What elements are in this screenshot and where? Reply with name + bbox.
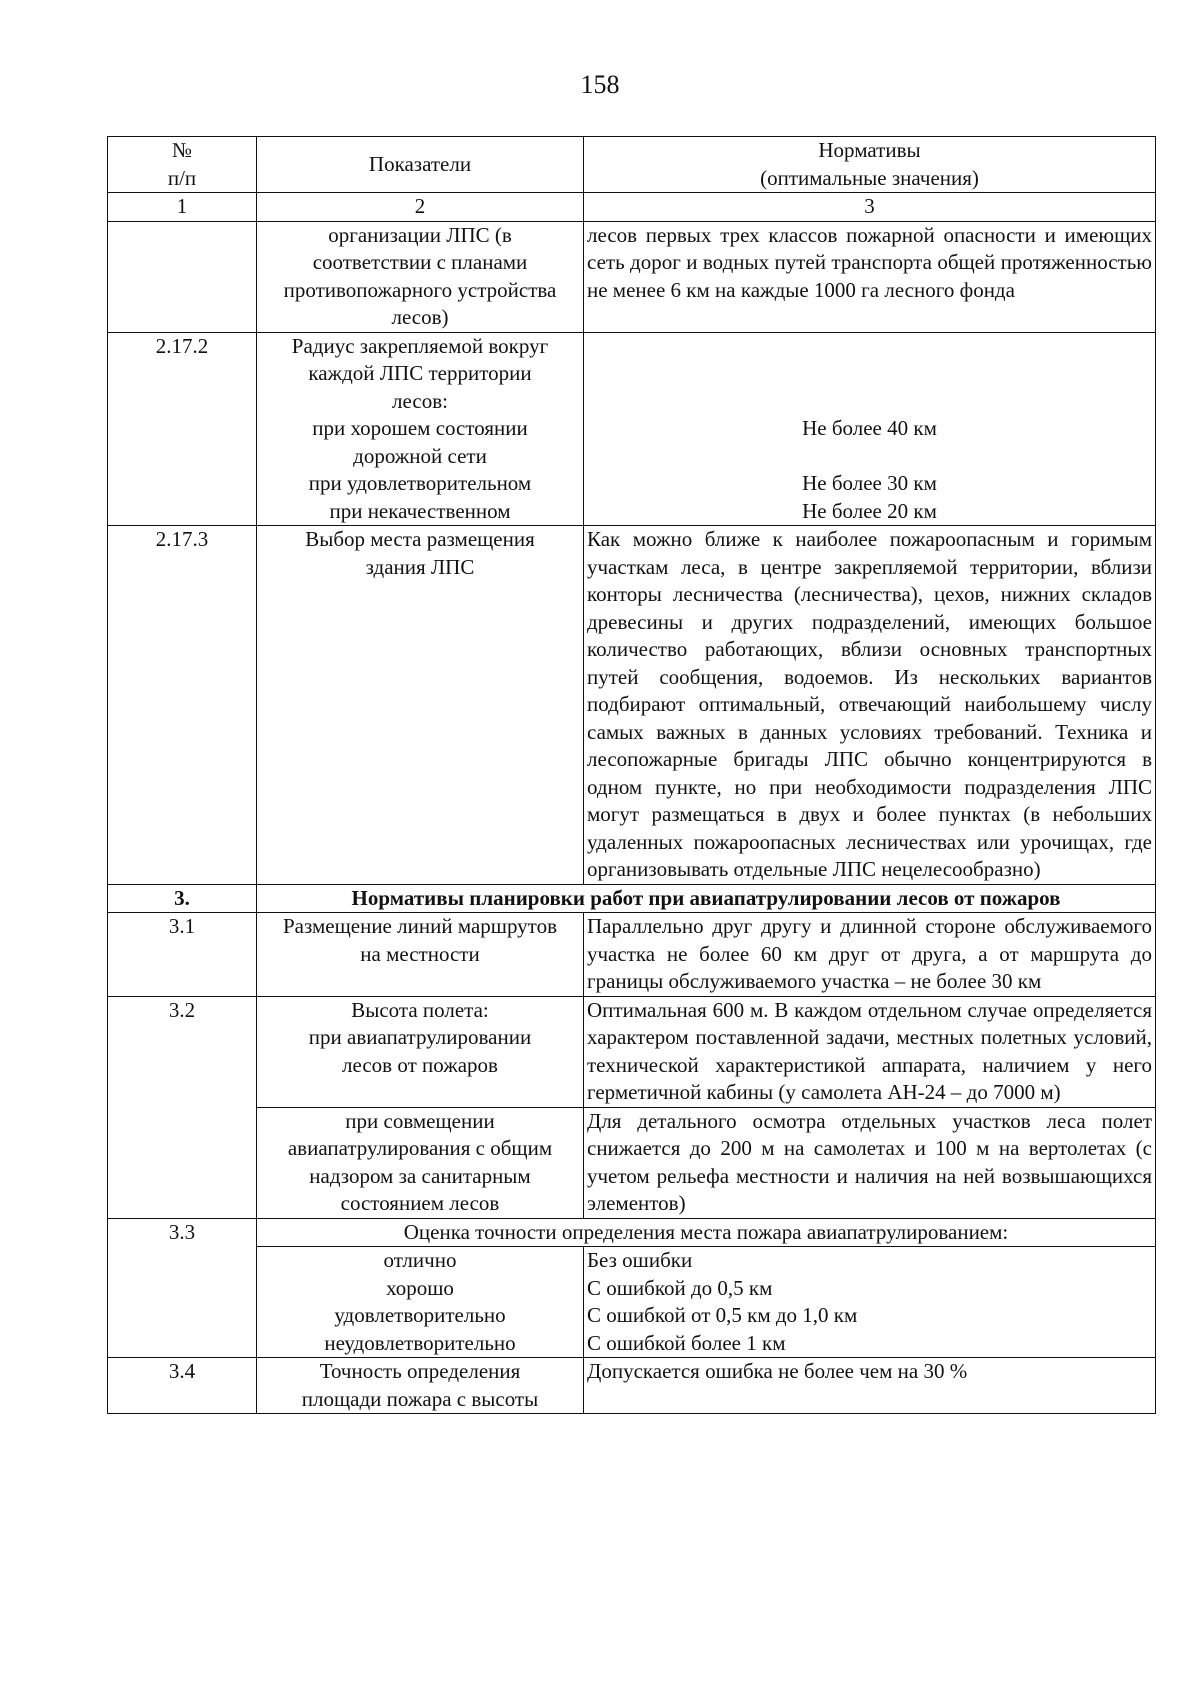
section-num: 3. — [108, 884, 257, 913]
header-num-3: 3 — [584, 193, 1156, 222]
row-num: 2.17.2 — [108, 332, 257, 526]
table-row — [108, 1247, 1156, 1358]
table-row — [108, 221, 1156, 332]
row-num: 3.4 — [108, 1358, 257, 1414]
row-num: 3.1 — [108, 913, 257, 997]
row-norm: лесов первых трех классов пожарной опасности и имеющих сеть дорог и водных путей транспорта общей протяженностью не менее 6 км на каждые 1000 га лесного фонда — [584, 221, 1156, 332]
header-num: № п/п — [108, 137, 257, 193]
header-num-2: 2 — [257, 193, 584, 222]
subsection-row — [108, 1218, 1156, 1247]
section-title: Нормативы планировки работ при авиапатрулировании лесов от пожаров — [257, 884, 1156, 913]
header-num-1: 1 — [108, 193, 257, 222]
row-norm: Для детального осмотра отдельных участков леса полет снижается до 200 м на самолетах и 100 м на вертолетах (с учетом рельефа местности и наличия на ней возвышающихся элементов) — [584, 1107, 1156, 1218]
table-row — [108, 1107, 1156, 1218]
row-norm: Как можно ближе к наиболее пожароопасным и горимым участкам леса, в центре закрепляемой территории, вблизи конторы лесничества (лесничества), цехов, нижних складов древесины и других подразделений, имеющих большое количество работающих, вблизи основных транспортных путей сообщения, водоемов. Из нескольких вариантов подбирают оптимальный, отвечающий наибольшему числу самых важных в данных условиях требований. Техника и лесопожарные бригады ЛПС обычно концентрируются в одном пункте, но при необходимости подразделения ЛПС могут размещаться в двух и более пунктах (в небольших удаленных пожароопасных лесничествах или урочищах, где организовывать отдельные ЛПС нецелесообразно) — [584, 526, 1156, 885]
row-indicator: отлично хорошо удовлетворительно неудовлетворительно — [257, 1247, 584, 1358]
header-norms: Нормативы (оптимальные значения) — [584, 137, 1156, 193]
row-num: 3.2 — [108, 996, 257, 1218]
header-row — [108, 137, 1156, 193]
row-indicator: Точность определения площади пожара с высоты — [257, 1358, 584, 1414]
row-num: 2.17.3 — [108, 526, 257, 885]
row-norm: Без ошибки С ошибкой до 0,5 км С ошибкой от 0,5 км до 1,0 км С ошибкой более 1 км — [584, 1247, 1156, 1358]
row-num: 3.3 — [108, 1218, 257, 1358]
header-numbering-row — [108, 193, 1156, 222]
row-indicator: Размещение линий маршрутов на местности — [257, 913, 584, 997]
row-norm: Не более 40 км Не более 30 км Не более 20 км — [584, 332, 1156, 526]
row-norm: Оптимальная 600 м. В каждом отдельном случае определяется характером поставленной задачи, местных полетных условий, технической характеристикой аппарата, наличием у него герметичной кабины (у самолета АН-24 – до 7000 м) — [584, 996, 1156, 1107]
row-indicator: Радиус закрепляемой вокруг каждой ЛПС территории лесов: при хорошем состоянии дорожной сети при удовлетворительном при некачественном — [257, 332, 584, 526]
table-row — [108, 332, 1156, 526]
row-indicator: Высота полета: при авиапатрулировании лесов от пожаров — [257, 996, 584, 1107]
row-num — [108, 221, 257, 332]
table-row — [108, 996, 1156, 1107]
norms-table — [107, 136, 1156, 1414]
table-row — [108, 913, 1156, 997]
header-indicators: Показатели — [257, 137, 584, 193]
row-norm: Допускается ошибка не более чем на 30 % — [584, 1358, 1156, 1414]
row-indicator: при совмещении авиапатрулирования с общим надзором за санитарным состоянием лесов — [257, 1107, 584, 1218]
subsection-title: Оценка точности определения места пожара авиапатрулированием: — [257, 1218, 1156, 1247]
row-norm: Параллельно друг другу и длинной стороне обслуживаемого участка не более 60 км друг от друга, а от маршрута до границы обслуживаемого участка – не более 30 км — [584, 913, 1156, 997]
section-row — [108, 884, 1156, 913]
page-number: 158 — [580, 70, 620, 99]
table-row — [108, 526, 1156, 885]
table-row — [108, 1358, 1156, 1414]
row-indicator: Выбор места размещения здания ЛПС — [257, 526, 584, 885]
row-indicator: организации ЛПС (в соответствии с планами противопожарного устройства лесов) — [257, 221, 584, 332]
